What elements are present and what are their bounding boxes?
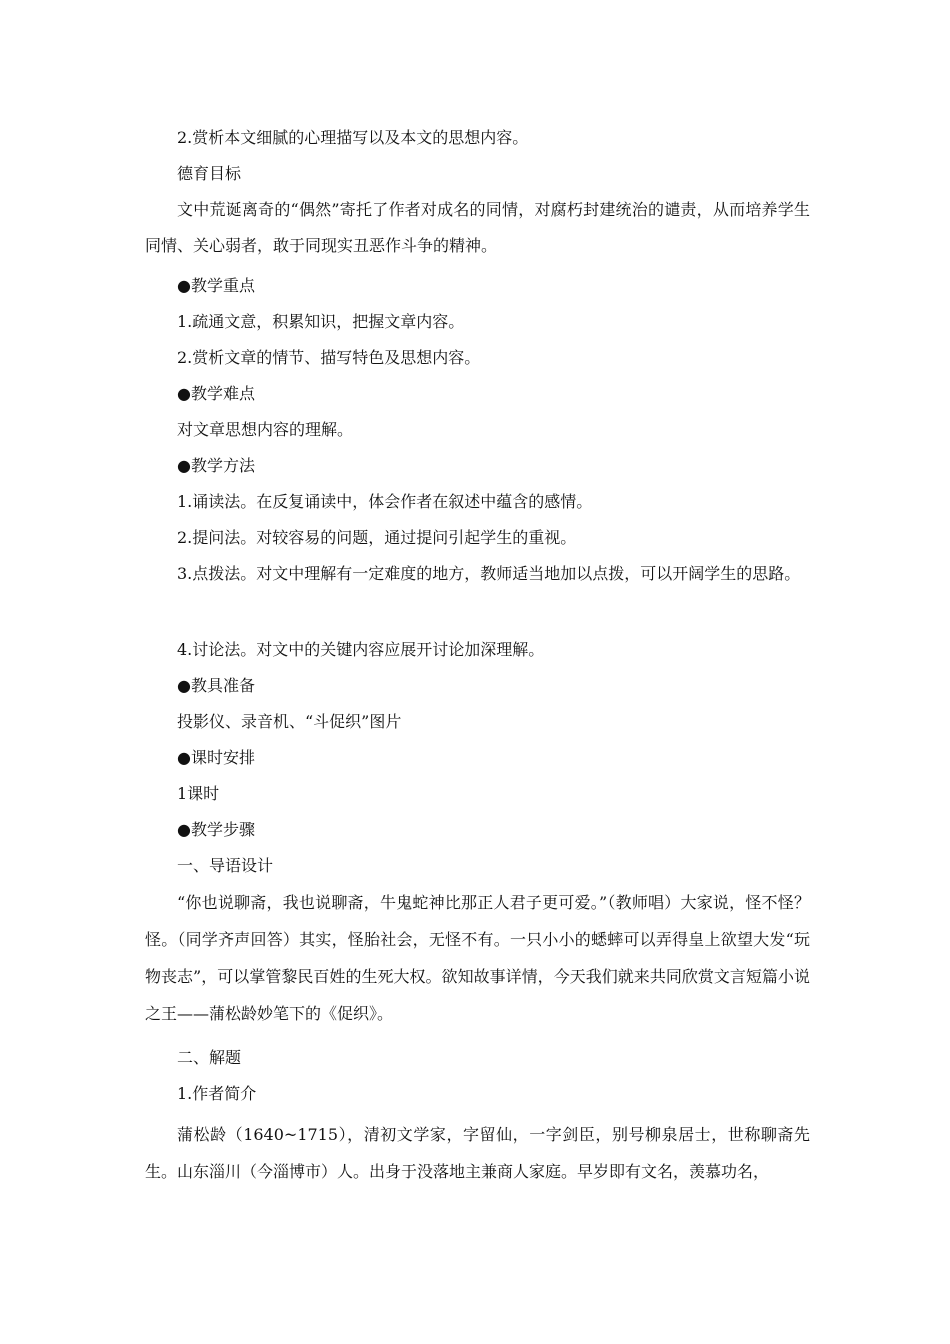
- heading-teaching-steps: ●教学步骤: [177, 820, 255, 839]
- heading-difficult-points: ●教学难点: [177, 384, 255, 403]
- heading-teaching-methods: ●教学方法: [177, 456, 255, 475]
- paragraph-method-2: 2.提问法。对较容易的问题，通过提问引起学生的重视。: [177, 528, 577, 547]
- paragraph-author-intro: 蒲松龄（1640~1715），清初文学家，字留仙，一字剑臣，别号柳泉居士，世称聊斋先生。山东淄川（今淄博市）人。出身于没落地主兼商人家庭。早岁即有文名，羡慕功名，: [145, 1125, 810, 1181]
- heading-intro-design: 一、导语设计: [177, 856, 274, 875]
- heading-title-explanation: 二、解题: [177, 1048, 242, 1067]
- heading-key-points: ●教学重点: [177, 276, 255, 295]
- heading-moral-goal: 德育目标: [177, 164, 242, 183]
- heading-teaching-aids: ●教具准备: [177, 676, 255, 695]
- paragraph-intro-design: “你也说聊斋，我也说聊斋，牛鬼蛇神比那正人君子更可爱。”（教师唱）大家说，怪不怪？怪。（同学齐声回答）其实，怪胎社会，无怪不有。一只小小的蟋蟀可以弄得皇上欲望大发“玩物丧志”，可以掌管黎民百姓的生死大权。欲知故事详情，今天我们就来共同欣赏文言短篇小说之王——蒲松龄妙笔下的《促织》。: [145, 893, 810, 1023]
- heading-author-intro: 1.作者简介: [177, 1084, 257, 1103]
- paragraph-key-point-1: 1.疏通文意，积累知识，把握文章内容。: [177, 312, 465, 331]
- paragraph-difficult-point: 对文章思想内容的理解。: [177, 420, 354, 439]
- paragraph-class-schedule: 1课时: [177, 784, 220, 803]
- heading-class-schedule: ●课时安排: [177, 748, 255, 767]
- paragraph-key-point-2: 2.赏析文章的情节、描写特色及思想内容。: [177, 348, 481, 367]
- paragraph-method-3: 3.点拨法。对文中理解有一定难度的地方，教师适当地加以点拨，可以开阔学生的思路。: [177, 564, 801, 583]
- paragraph-method-4: 4.讨论法。对文中的关键内容应展开讨论加深理解。: [177, 640, 545, 659]
- paragraph-teaching-aids: 投影仪、录音机、“斗促织”图片: [177, 712, 402, 731]
- paragraph-method-1: 1.诵读法。在反复诵读中，体会作者在叙述中蕴含的感情。: [177, 492, 593, 511]
- paragraph-moral-goal: 文中荒诞离奇的“偶然”寄托了作者对成名的同情，对腐朽封建统治的谴责，从而培养学生同情、关心弱者，敢于同现实丑恶作斗争的精神。: [145, 200, 810, 255]
- paragraph-goal-2: 2.赏析本文细腻的心理描写以及本文的思想内容。: [177, 128, 529, 147]
